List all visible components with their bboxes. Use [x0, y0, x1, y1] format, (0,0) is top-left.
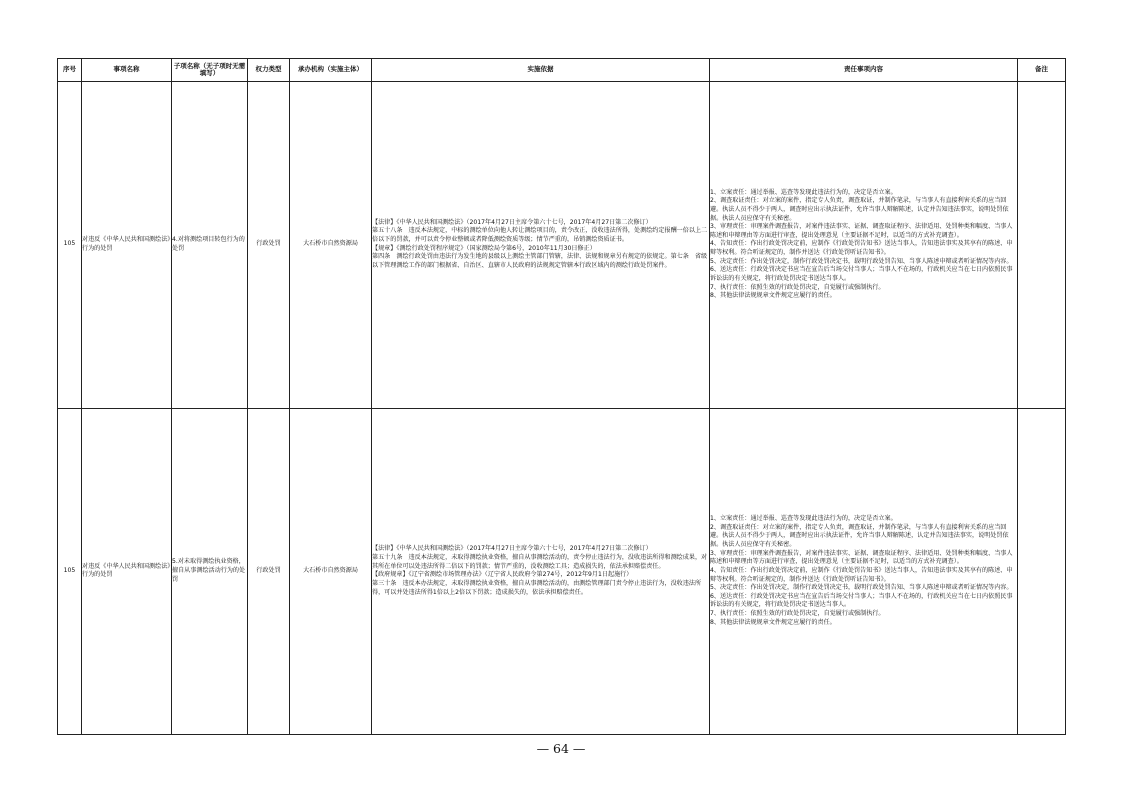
- cell-basis: [372, 82, 710, 409]
- basis-paragraph: 第四条 测绘行政处罚由违法行为发生地的县级以上测绘主管部门管辖，法律、法规和规章另有规定的依规定。第七条 省级以下管理测绘工作的部门根据省、自治区、直辖市人民政府的法规规定管辖本行政区域内的测绘行政处罚案件。: [372, 253, 708, 270]
- cell-org: 大石桥市自然资源局: [290, 82, 372, 409]
- resp-paragraph: 4、告知责任：作出行政处罚决定前，应制作《行政处罚告知书》送达当事人，告知违法事实及其享有的陈述、申辩等权利。符合听证规定的，制作并送达《行政处罚听证告知书》。: [710, 240, 1013, 257]
- cell-responsibility: [710, 82, 1018, 409]
- resp-paragraph: 1、立案责任：通过举报、巡查等发现此违法行为的，决定是否立案。: [710, 188, 897, 196]
- resp-paragraph: 1、立案责任：通过举报、巡查等发现此违法行为的，决定是否立案。: [710, 515, 897, 523]
- cell-responsibility: [710, 408, 1018, 735]
- resp-paragraph: 7、执行责任：依照生效的行政处罚决定，自觉履行或强制执行。: [710, 283, 885, 291]
- header-no: 序号: [58, 59, 82, 82]
- resp-paragraph: 5、决定责任：作出处罚决定，制作行政处罚决定书，载明行政处罚告知、当事人陈述申辩或者听证情况等内容。: [710, 257, 1013, 265]
- basis-paragraph: 第三十条 违反本办法规定，未取得测绘执业资格，擅自从事测绘活动的，由测绘管理部门责令停止违法行为，没收违法所得，可以并处违法所得1倍以上2倍以下罚款；造成损失的，依法承担赔偿责任。: [372, 579, 702, 596]
- header-resp: 责任事项内容: [710, 59, 1018, 82]
- cell-no: 105: [58, 408, 82, 735]
- resp-paragraph: 6、送达责任：行政处罚决定书应当在宣告后当场交付当事人；当事人不在场的，行政机关应当在七日内依照民事诉讼法的有关规定，将行政处罚决定书送达当事人。: [710, 266, 1013, 282]
- page-number: — 64 —: [536, 741, 586, 756]
- header-org: 承办机构（实施主体）: [290, 59, 372, 82]
- cell-org: 大石桥市自然资源局: [290, 408, 372, 735]
- resp-paragraph: 6、送达责任：行政处罚决定书应当在宣告后当场交付当事人；当事人不在场的，行政机关应当在七日内依照民事诉讼法的有关规定，将行政处罚决定书送达当事人。: [710, 592, 1013, 609]
- cell-type: 行政处罚: [248, 408, 290, 735]
- table-row: [58, 82, 1066, 409]
- cell-type: 行政处罚: [248, 82, 290, 409]
- cell-subitem: 5.对未取得测绘执业资格，擅自从事测绘活动行为的处罚: [172, 408, 248, 735]
- cell-name: 对违反《中华人民共和国测绘法》行为的处罚: [82, 408, 172, 735]
- basis-paragraph: 【法律】《中华人民共和国测绘法》（2017年4月27日主席令第六十七号，2017年4月27日第二次修订）: [372, 218, 652, 226]
- header-basis: 实施依据: [372, 59, 710, 82]
- basis-paragraph: 【法律】《中华人民共和国测绘法》（2017年4月27日主席令第六十七号，2017年4月27日第二次修订）: [372, 545, 652, 553]
- resp-paragraph: 3、审理责任：审理案件调查报告，对案件违法事实、证据、调查取证程序、法律适用、处罚种类和幅度、当事人陈述和申辩理由等方面进行审查，提出处理意见（主要证据不足时，以适当的方式补充调查）。: [710, 549, 1013, 566]
- basis-paragraph: 【政府规章】《辽宁省测绘市场管理办法》（辽宁省人民政府令第274号，2012年9月1日起施行）: [372, 571, 633, 579]
- resp-paragraph: 8、其他法律法规规章文件规定应履行的责任。: [710, 618, 836, 626]
- cell-name: 对违反《中华人民共和国测绘法》行为的处罚: [82, 82, 172, 409]
- header-note: 备注: [1018, 59, 1066, 82]
- resp-paragraph: 5、决定责任：作出处罚决定，制作行政处罚决定书，载明行政处罚告知、当事人陈述申辩或者听证情况等内容。: [710, 584, 1013, 592]
- table-row: [58, 408, 1066, 735]
- resp-paragraph: 2、调查取证责任：对立案的案件，指定专人负责，调查取证，并制作笔录，与当事人有直接利害关系的应当回避。执法人员不得少于两人，调查时应出示执法证件，允许当事人辩解陈述，认定并告知违法事实，说明处罚依据。执法人员应保守有关秘密。: [710, 523, 1009, 548]
- cell-subitem: 4.对将测绘项目转包行为的处罚: [172, 82, 248, 409]
- basis-paragraph: 【规章】《测绘行政处罚程序规定》（国家测绘局令第6号，2010年11月30日修正）: [372, 244, 596, 252]
- resp-paragraph: 7、执行责任：依照生效的行政处罚决定，自觉履行或强制执行。: [710, 610, 885, 618]
- header-row: [58, 59, 1066, 82]
- responsibility-table: [57, 58, 1066, 735]
- resp-paragraph: 3、审理责任：审理案件调查报告，对案件违法事实、证据、调查取证程序、法律适用、处罚种类和幅度、当事人陈述和申辩理由等方面进行审查，提出处理意见（主要证据不足时，以适当的方式补充调查）。: [710, 223, 1013, 239]
- header-name: 事项名称: [82, 59, 172, 82]
- cell-note: [1018, 82, 1066, 409]
- header-sub: 子项名称（无子项时无需填写）: [172, 59, 248, 82]
- cell-basis: [372, 408, 710, 735]
- basis-paragraph: 第五十八条 违反本法规定，中标的测绘单位向他人转让测绘项目的，责令改正，没收违法所得，处测绘约定报酬一倍以上二倍以下的罚款，并可以责令停业整顿或者降低测绘资质等级；情节严重的，吊销测绘资质证书。: [372, 227, 708, 244]
- resp-paragraph: 2、调查取证责任：对立案的案件，指定专人负责，调查取证，并制作笔录，与当事人有直接利害关系的应当回避。执法人员不得少于两人，调查时应出示执法证件，允许当事人辩解陈述，认定并告知违法事实，说明处罚依据。执法人员应保守有关秘密。: [710, 197, 1009, 222]
- resp-paragraph: 8、其他法律法规规章文件规定应履行的责任。: [710, 292, 836, 300]
- cell-no: 105: [58, 82, 82, 409]
- cell-note: [1018, 408, 1066, 735]
- basis-paragraph: 第五十九条 违反本法规定，未取得测绘执业资格，擅自从事测绘活动的，责令停止违法行为，没收违法所得和测绘成果，对其所在单位可以处违法所得二倍以下的罚款；情节严重的，没收测绘工具；造成损失的，依法承担赔偿责任。: [372, 553, 708, 570]
- header-type: 权力类型: [248, 59, 290, 82]
- resp-paragraph: 4、告知责任：作出行政处罚决定前，应制作《行政处罚告知书》送达当事人，告知违法事实及其享有的陈述、申辩等权利。符合听证规定的，制作并送达《行政处罚听证告知书》。: [710, 566, 1013, 583]
